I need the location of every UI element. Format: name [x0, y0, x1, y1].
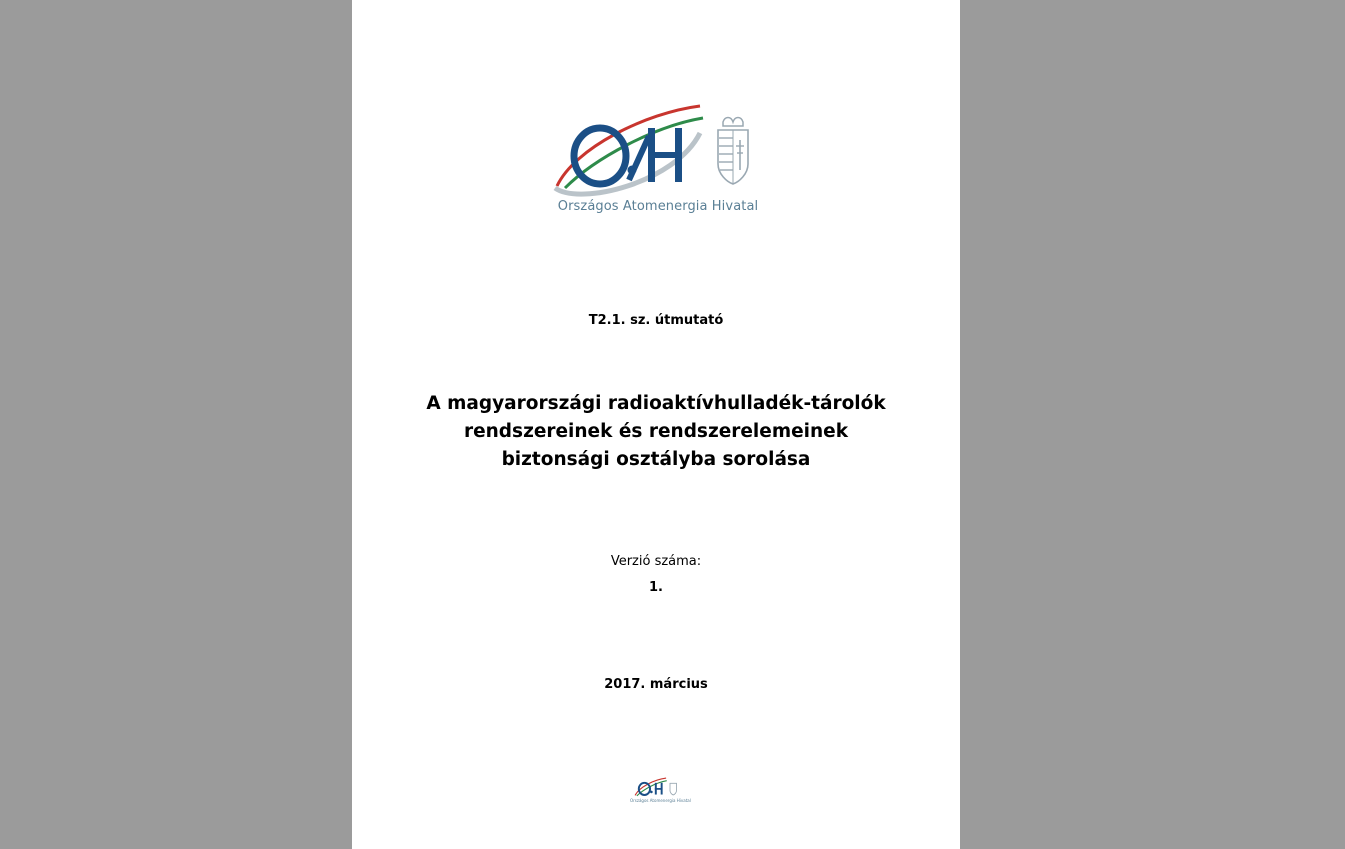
logo-caption: Országos Atomenergia Hivatal	[557, 199, 759, 214]
oah-logo-graphic	[535, 78, 781, 198]
document-title-line: rendszereinek és rendszerelemeinek	[463, 421, 849, 442]
document-title-line: A magyarországi radioaktívhulladék-tárolók	[426, 393, 886, 414]
version-label: Verzió száma:	[610, 554, 702, 569]
footer-logo	[630, 772, 691, 808]
footer-logo-caption: Országos Atomenergia Hivatal	[630, 798, 691, 803]
document-title	[392, 390, 920, 474]
footer-logo-graphic	[630, 772, 684, 798]
document-page	[352, 0, 960, 849]
document-title-line: biztonsági osztályba sorolása	[501, 449, 811, 470]
oah-logo	[535, 78, 781, 234]
coat-of-arms-icon	[718, 118, 748, 185]
guide-number: T2.1. sz. útmutató	[588, 313, 724, 328]
version-value: 1.	[649, 580, 663, 595]
publication-date: 2017. március	[604, 677, 708, 692]
